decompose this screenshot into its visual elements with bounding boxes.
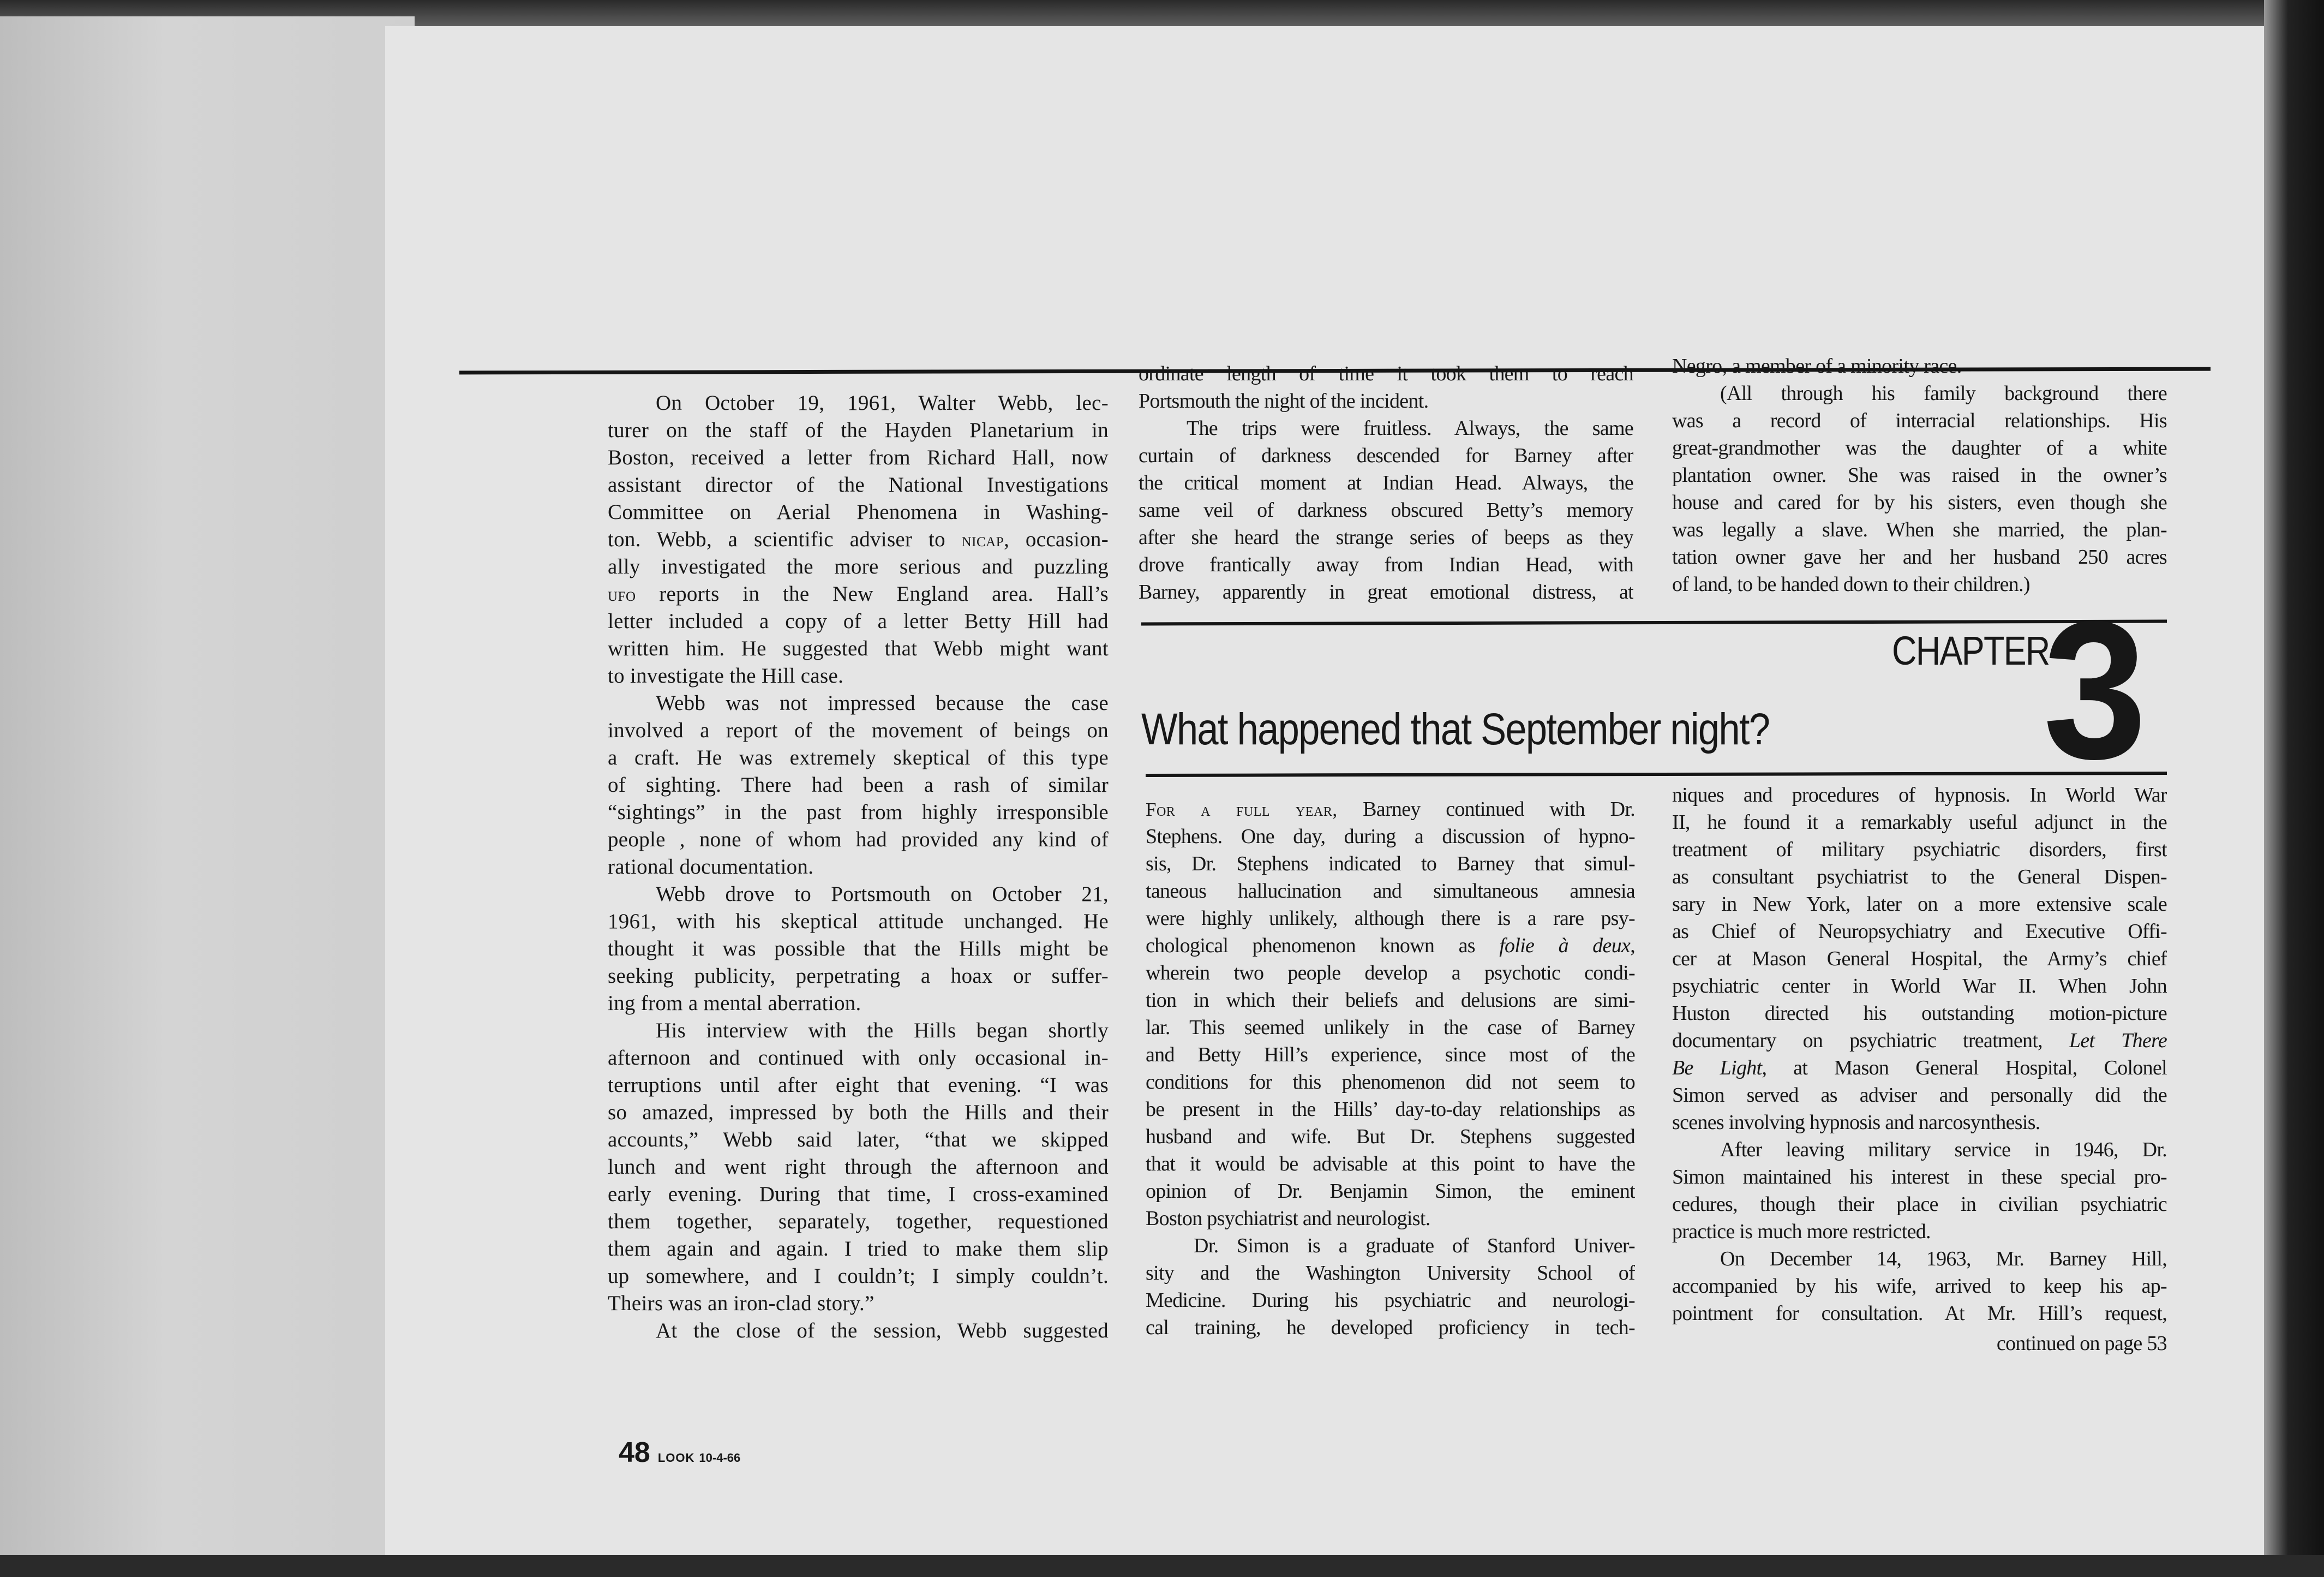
text-line: up somewhere, and I couldn’t; I simply couldn’t. xyxy=(608,1264,1109,1288)
text-line xyxy=(1146,796,1635,823)
page-number: 48 xyxy=(619,1437,650,1468)
text-line: sity and the Washington University School of xyxy=(1146,1262,1635,1285)
text-line: letter included a copy of a letter Betty Hill had xyxy=(608,610,1109,633)
text-line: plantation owner. She was raised in the owner’s xyxy=(1672,464,2167,487)
left-scan-margin xyxy=(0,16,415,1577)
italic-text: Let There xyxy=(2069,1029,2167,1052)
paragraph xyxy=(1146,1232,1635,1341)
chapter-number: 3 xyxy=(2043,581,2147,800)
text-line: sary in New York, later on a more extensive scale xyxy=(1672,893,2167,916)
small-caps-text: ufo xyxy=(608,583,636,605)
text-line: written him. He suggested that Webb might want xyxy=(608,637,1109,660)
paragraph xyxy=(1672,1136,2167,1245)
text-line: wherein two people develop a psychotic condi- xyxy=(1146,961,1635,984)
text-line: Negro, a member of a minority race. xyxy=(1672,355,1962,378)
text-line: Simon served as adviser and personally did the xyxy=(1672,1084,2167,1107)
text-line: Dr. Simon is a graduate of Stanford Univer- xyxy=(1194,1234,1635,1257)
text-line: pointment for consultation. At Mr. Hill’s request, xyxy=(1672,1302,2167,1325)
text-line: ally investigated the more serious and puzzling xyxy=(608,555,1109,578)
text-line: 1961, with his skeptical attitude unchanged. He xyxy=(608,910,1109,933)
text-line: On December 14, 1963, Mr. Barney Hill, xyxy=(1720,1247,2167,1270)
paragraph xyxy=(1146,796,1635,1232)
text-segment: , xyxy=(1630,934,1635,957)
text-line: as Chief of Neuropsychiatry and Executive Offi- xyxy=(1672,920,2167,943)
text-line: Webb was not impressed because the case xyxy=(656,691,1109,715)
right-scan-edge xyxy=(2264,0,2324,1577)
text-line: lar. This seemed unlikely in the case of Barney xyxy=(1146,1016,1635,1039)
text-line: curtain of darkness descended for Barney after xyxy=(1139,444,1633,467)
text-line: Stephens. One day, during a discussion of hypno- xyxy=(1146,825,1635,848)
paragraph xyxy=(608,1017,1109,1317)
text-line: people , none of whom had provided any kind of xyxy=(608,828,1109,851)
text-line: conditions for this phenomenon did not seem to xyxy=(1146,1071,1635,1094)
continued-note: continued on page 53 xyxy=(1996,1332,2167,1355)
text-line: husband and wife. But Dr. Stephens suggested xyxy=(1146,1125,1635,1148)
text-line: and Betty Hill’s experience, since most of the xyxy=(1146,1043,1635,1066)
text-line: a craft. He was extremely skeptical of this type xyxy=(608,746,1109,769)
text-segment: , at Mason General Hospital, Colonel xyxy=(1762,1056,2167,1079)
text-line: rational documentation. xyxy=(608,855,814,879)
text-line: involved a report of the movement of beings on xyxy=(608,719,1109,742)
magazine-name: LOOK xyxy=(657,1451,695,1465)
text-line: tation owner gave her and her husband 250 acres xyxy=(1672,546,2167,569)
text-line xyxy=(608,526,1109,553)
text-line: Boston, received a letter from Richard Hall, now xyxy=(608,446,1109,469)
paragraph xyxy=(1672,353,2167,380)
page-footer xyxy=(619,1436,740,1469)
text-segment: Barney continued with Dr. xyxy=(1337,798,1635,821)
text-segment: chological phenomenon known as xyxy=(1146,934,1500,957)
paragraph xyxy=(608,881,1109,1017)
text-line: of land, to be handed down to their children.) xyxy=(1672,573,2030,596)
text-line: Committee on Aerial Phenomena in Washing- xyxy=(608,500,1109,524)
italic-text: Be Light xyxy=(1672,1056,1762,1079)
text-line: On October 19, 1961, Walter Webb, lec- xyxy=(656,391,1109,415)
text-line: ordinate length of time it took them to reach xyxy=(1139,362,1633,385)
text-line xyxy=(608,581,1109,608)
text-line: lunch and went right through the afternoon and xyxy=(608,1155,1109,1179)
text-line xyxy=(1672,1027,2167,1054)
text-line: treatment of military psychiatric disorders, first xyxy=(1672,838,2167,861)
chapter-label: CHAPTER xyxy=(1892,628,2050,673)
text-segment: , occasion- xyxy=(1004,528,1109,551)
text-line: Theirs was an iron-clad story.” xyxy=(608,1292,875,1315)
text-line: His interview with the Hills began shortly xyxy=(656,1019,1109,1042)
text-line: At the close of the session, Webb suggested xyxy=(656,1319,1109,1342)
text-line: The trips were fruitless. Always, the same xyxy=(1187,417,1633,440)
text-line xyxy=(1672,1054,2167,1082)
column-left xyxy=(608,390,1109,1345)
text-line: turer on the staff of the Hayden Planetarium in xyxy=(608,419,1109,442)
text-line: so amazed, impressed by both the Hills and their xyxy=(608,1101,1109,1124)
text-line: Webb drove to Portsmouth on October 21, xyxy=(656,882,1109,906)
issue-date: 10-4-66 xyxy=(699,1451,741,1465)
paragraph xyxy=(1139,360,1633,415)
text-segment: reports in the New England area. Hall’s xyxy=(636,582,1109,606)
column-right-top xyxy=(1672,353,2167,598)
text-segment: documentary on psychiatric treatment, xyxy=(1672,1029,2069,1052)
paragraph xyxy=(608,390,1109,690)
text-line: Medicine. During his psychiatric and neurologi- xyxy=(1146,1289,1635,1312)
text-line: tion in which their beliefs and delusions are simi- xyxy=(1146,989,1635,1012)
text-line: practice is much more restricted. xyxy=(1672,1220,1931,1243)
text-line: Portsmouth the night of the incident. xyxy=(1139,390,1429,413)
text-line: accompanied by his wife, arrived to keep his ap- xyxy=(1672,1275,2167,1298)
text-line: to investigate the Hill case. xyxy=(608,664,844,688)
text-line: drove frantically away from Indian Head, with xyxy=(1139,553,1633,576)
bottom-scan-edge xyxy=(0,1555,2324,1577)
text-line: them together, separately, together, requestioned xyxy=(608,1210,1109,1233)
text-line: that it would be advisable at this point to have the xyxy=(1146,1152,1635,1175)
text-line: After leaving military service in 1946, Dr. xyxy=(1720,1138,2167,1161)
text-line: “sightings” in the past from highly irresponsible xyxy=(608,801,1109,824)
text-line: thought it was possible that the Hills might be xyxy=(608,937,1109,960)
text-segment: ton. Webb, a scientific adviser to xyxy=(608,528,962,551)
text-line: were highly unlikely, although there is a rare psy- xyxy=(1146,907,1635,930)
text-line: great-grandmother was the daughter of a white xyxy=(1672,437,2167,459)
text-line: early evening. During that time, I cross-examined xyxy=(608,1182,1109,1206)
text-line: scenes involving hypnosis and narcosynthesis. xyxy=(1672,1111,2040,1134)
small-caps-text: For a full year, xyxy=(1146,799,1338,820)
text-line: Barney, apparently in great emotional distress, at xyxy=(1139,581,1633,604)
text-line: of sighting. There had been a rash of similar xyxy=(608,773,1109,797)
column-middle-bottom xyxy=(1146,796,1635,1341)
text-line: ing from a mental aberration. xyxy=(608,991,861,1015)
text-line xyxy=(1146,932,1635,959)
text-line: opinion of Dr. Benjamin Simon, the eminent xyxy=(1146,1180,1635,1203)
paragraph xyxy=(1672,380,2167,598)
text-line: the critical moment at Indian Head. Always, the xyxy=(1139,471,1633,494)
text-line: (All through his family background there xyxy=(1720,382,2167,405)
text-line: was a record of interracial relationships. His xyxy=(1672,409,2167,432)
text-line: after she heard the strange series of beeps as they xyxy=(1139,526,1633,549)
text-line: Simon maintained his interest in these special pro- xyxy=(1672,1166,2167,1188)
text-line: cedures, though their place in civilian psychiatric xyxy=(1672,1193,2167,1216)
text-line: same veil of darkness obscured Betty’s memory xyxy=(1139,499,1633,522)
text-line: assistant director of the National Investigations xyxy=(608,473,1109,497)
paragraph xyxy=(1139,415,1633,606)
paragraph xyxy=(1672,781,2167,1136)
text-line: II, he found it a remarkably useful adjunct in the xyxy=(1672,811,2167,834)
text-line: taneous hallucination and simultaneous amnesia xyxy=(1146,880,1635,903)
text-line: sis, Dr. Stephens indicated to Barney that simul- xyxy=(1146,852,1635,875)
text-line: cal training, he developed proficiency in tech- xyxy=(1146,1316,1635,1339)
text-line: afternoon and continued with only occasional in- xyxy=(608,1046,1109,1070)
text-line: was legally a slave. When she married, the plan- xyxy=(1672,518,2167,541)
italic-text: folie à deux xyxy=(1499,934,1631,957)
column-right-bottom xyxy=(1672,781,2167,1327)
text-line: cer at Mason General Hospital, the Army’s chief xyxy=(1672,947,2167,970)
paragraph xyxy=(1672,1245,2167,1327)
text-line: niques and procedures of hypnosis. In World War xyxy=(1672,784,2167,807)
paragraph xyxy=(608,1317,1109,1345)
text-line: be present in the Hills’ day-to-day relationships as xyxy=(1146,1098,1635,1121)
text-line: Boston psychiatrist and neurologist. xyxy=(1146,1207,1430,1230)
text-line: Huston directed his outstanding motion-picture xyxy=(1672,1002,2167,1025)
text-line: terruptions until after eight that evening. “I was xyxy=(608,1073,1109,1097)
column-middle-top xyxy=(1139,360,1633,606)
small-caps-text: nicap xyxy=(961,529,1004,551)
text-line: psychiatric center in World War II. When John xyxy=(1672,975,2167,997)
text-line: seeking publicity, perpetrating a hoax or suffer- xyxy=(608,964,1109,988)
chapter-title: What happened that September night? xyxy=(1141,704,1770,754)
text-line: as consultant psychiatrist to the General Dispen- xyxy=(1672,865,2167,888)
text-line: them again and again. I tried to make them slip xyxy=(608,1237,1109,1261)
text-line: accounts,” Webb said later, “that we skipped xyxy=(608,1128,1109,1151)
text-line: house and cared for by his sisters, even though she xyxy=(1672,491,2167,514)
paragraph xyxy=(608,690,1109,881)
